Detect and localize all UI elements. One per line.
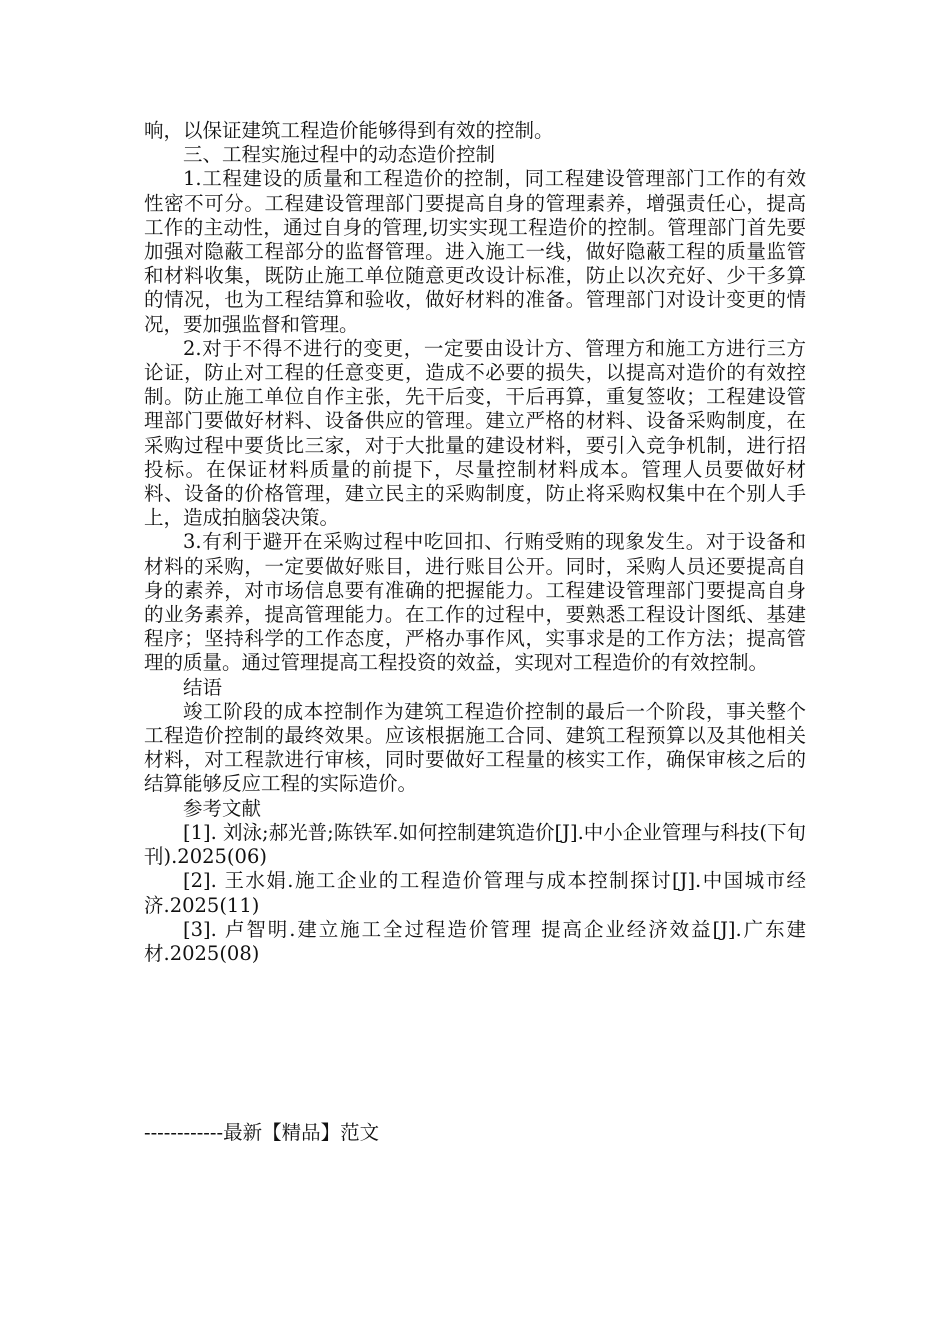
reference-item: [3]. 卢智明.建立施工全过程造价管理 提高企业经济效益[J].广东建材.2025(08) bbox=[144, 917, 806, 965]
section-heading: 三、工程实施过程中的动态造价控制 bbox=[183, 143, 496, 167]
conclusion-heading: 结语 bbox=[183, 675, 223, 699]
paragraph-point-2: 2.对于不得不进行的变更，一定要由设计方、管理方和施工方进行三方论证，防止对工程的任意变更，造成不必要的损失，以提高对造价的有效控制。防止施工单位自作主张，先干后变，干后再算，重复签收；工程建设管理部门要做好材料、设备供应的管理。建立严格的材料、设备采购制度，在采购过程中要货比三家，对于大批量的建设材料，要引入竞争机制，进行招投标。在保证材料质量的前提下，尽量控制材料成本。管理人员要做好材料、设备的价格管理，建立民主的采购制度，防止将采购权集中在个别人手上，造成拍脑袋决策。 bbox=[144, 336, 806, 530]
document-body bbox=[144, 119, 806, 966]
reference-item: [1]. 刘泳;郝光普;陈铁军.如何控制建筑造价[J].中小企业管理与科技(下旬刊).2025(06) bbox=[144, 820, 806, 869]
reference-item: [2]. 王水娟.施工企业的工程造价管理与成本控制探讨[J].中国城市经济.2025(11) bbox=[144, 869, 806, 917]
references-heading: 参考文献 bbox=[183, 796, 262, 820]
paragraph-point-3: 3.有利于避开在采购过程中吃回扣、行贿受贿的现象发生。对于设备和材料的采购，一定要做好账目，进行账目公开。同时，采购人员还要提高自身的素养，对市场信息要有准确的把握能力。工程建设管理部门要提高自身的业务素养，提高管理能力。在工作的过程中，要熟悉工程设计图纸、基建程序；坚持科学的工作态度，严格办事作风，实事求是的工作方法；提高管理的质量。通过管理提高工程投资的效益，实现对工程造价的有效控制。 bbox=[144, 530, 806, 675]
paragraph-point-1: 1.工程建设的质量和工程造价的控制，同工程建设管理部门工作的有效性密不可分。工程建设管理部门要提高自身的管理素养，增强责任心，提高工作的主动性，通过自身的管理,切实实现工程造价的控制。管理部门首先要加强对隐蔽工程部分的监督管理。进入施工一线，做好隐蔽工程的质量监管和材料收集，既防止施工单位随意更改设计标准，防止以次充好、少干多算的情况，也为工程结算和验收，做好材料的准备。管理部门对设计变更的情况，要加强监督和管理。 bbox=[144, 167, 806, 336]
page-footer: ------------最新【精品】范文 bbox=[144, 1121, 380, 1144]
conclusion-paragraph: 竣工阶段的成本控制作为建筑工程造价控制的最后一个阶段，事关整个工程造价控制的最终效果。应该根据施工合同、建筑工程预算以及其他相关材料，对工程款进行审核，同时要做好工程量的核实工作，确保审核之后的结算能够反应工程的实际造价。 bbox=[144, 699, 806, 796]
paragraph-continuation: 响，以保证建筑工程造价能够得到有效的控制。 bbox=[144, 119, 554, 142]
